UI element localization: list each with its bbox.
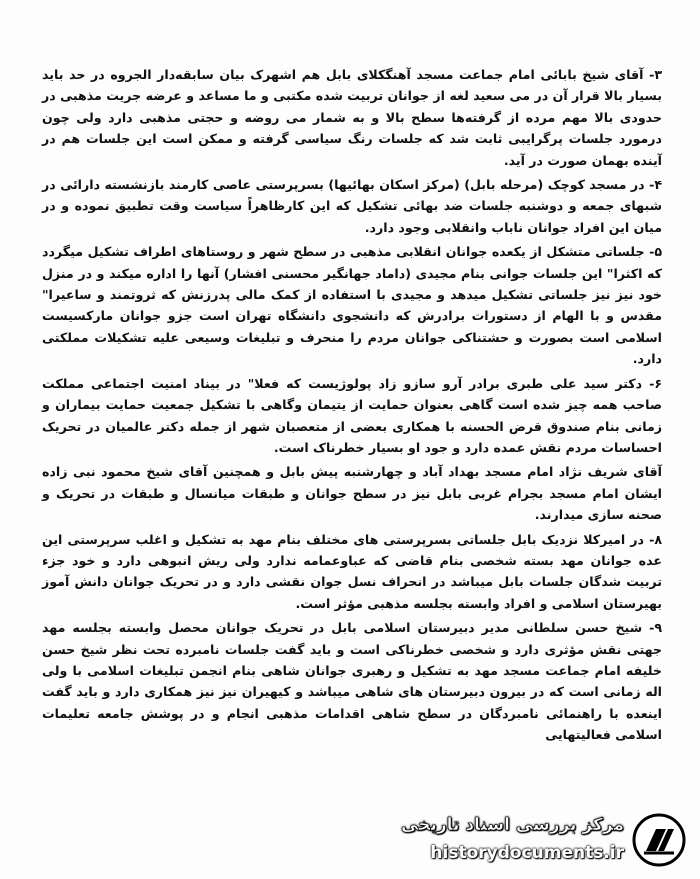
paragraph-item-4: ۴- در مسجد کوچک (مرحله بابل) (مرکز اسکان بهائیها) بسرپرستی عاصی کارمند بازنشسته دارائی در شبهای جمعه و دوشنبه جلسات ضد بهائی تشکیل که این کارظاهراً سیاست وقت تطبیق نموده و در میان این افراد جوانان ناباب وانقلابی وجود دارد. bbox=[42, 177, 662, 235]
paragraph-item-5: ۵- جلساتی متشکل از یکعده جوانان انقلابی مذهبی در سطح شهر و روستاهای اطراف تشکیل میگردد که اکثرا" این جلسات جوانی بنام مجیدی (داماد جهانگیر محسنی افشار) آنها را اداره میکند و در منزل خود نیز نیز جلساتی تشکیل میدهد و مجیدی با استفاده از کمک مالی پدرزنش که ثروتمند و ساعیرا" مقدس و با الهام از دستورات برادرش که دانشجوی دانشگاه تهران است جزو جوانان مارکسیست اسلامی است بصورت و حشتناکی جوانان مردم را منحرف و تبلیغات وسیعی علیه تشکیلات مملکتی دارد. bbox=[42, 244, 662, 367]
document-body bbox=[42, 64, 662, 749]
paragraph-item-9: ۹- شیخ حسن سلطانی مدیر دبیرستان اسلامی بابل در تحریک جوانان محصل وابسته بجلسه مهد جهتی نقش مؤثری دارد و شخصی خطرناکی است و باید گفت جلسات نامبرده تحت نظر شیخ حسن خلیفه امام جماعت مسجد مهد به تشکیل و رهبری جوانان شاهی بنام انجمن تبلیغات اسلامی با ولی اله زمانی است که در بیرون دبیرستان های شاهی میباشد و کیهیران نیز نیز همکاری دارد و باید گفت اینعده با راهنمائی نامبردگان در سطح شاهی اقدامات مذهبی انجام و در پوشش جامعه تعلیمات اسلامی فعالیتهایی bbox=[42, 620, 662, 743]
paragraph-item-3: ۳- آقای شیخ بابائی امام جماعت مسجد آهنگکلای بابل هم اشهرک بیان سابقه‌دار الجروه در حد باید بسیار بالا قرار آن در می سعید لغه از جوانان تربیت شده مکتبی و ما مساعد و عرضه جریت مذهبی در حدودی بالا مهم مرده از گرفته‌ها سطح بالا و به شمار می روضه و حجتی مذهبی دارد ولی چون درمورد جلسات پرگرایبی ثابت شد که جلسات رنگ سیاسی گرفته و ممکن است این جلسات هم در آینده بهمان صورت در آید. bbox=[42, 67, 662, 168]
watermark bbox=[401, 811, 686, 869]
watermark-title: مرکز بررسی اسناد تاریخی bbox=[401, 815, 624, 835]
paragraph-item-6: ۶- دکتر سید علی طبری برادر آرو سازو زاد پولوژیست که فعلا" در بیناد امنیت اجتماعی مملکت صاحب همه چیز شده است گاهی بعنوان حمایت از یتیمان وگاهی با تشکیل جمعیت حمایت بیماران و زمانی بنام صندوق قرض الحسنه با همکاری بعضی از متعصبان شهر از جمله دکتر عالمیان در تحریک احساسات مردم نقش عمده دارد و جود او بسیار خطرناک است. bbox=[42, 375, 662, 455]
paragraph-item-7: آقای شریف نژاد امام مسجد بهداد آباد و چهارشنبه پیش بابل و همچنین آقای شیخ محمود نبی زاده ایشان امام مسجد بجرام غربی بابل نیز در سطح جوانان و طبقات میانسال و طبقات در تحریک و صحنه سازی میدارند. bbox=[42, 464, 662, 523]
watermark-url[interactable]: historydocuments.ir bbox=[430, 843, 624, 863]
paragraph-item-8: ۸- در امیرکلا نزدیک بابل جلساتی بسرپرستی های مختلف بنام مهد به تشکیل و اغلب سرپرستی این عده جوانان مهد بسته شخصی بنام قاضی که عباوعمامه ندارد ولی ریش انبوهی دارد و خود جزء تربیت شدگان جلسات بابل میباشد در انحراف نسل جوان نقشی دارد و در تحریک جوانان دانش آموز بهیرستان اسلامی و افراد وابسته بجلسه مذهبی مؤثر است. bbox=[42, 531, 662, 611]
document-center-logo-icon bbox=[632, 813, 686, 867]
